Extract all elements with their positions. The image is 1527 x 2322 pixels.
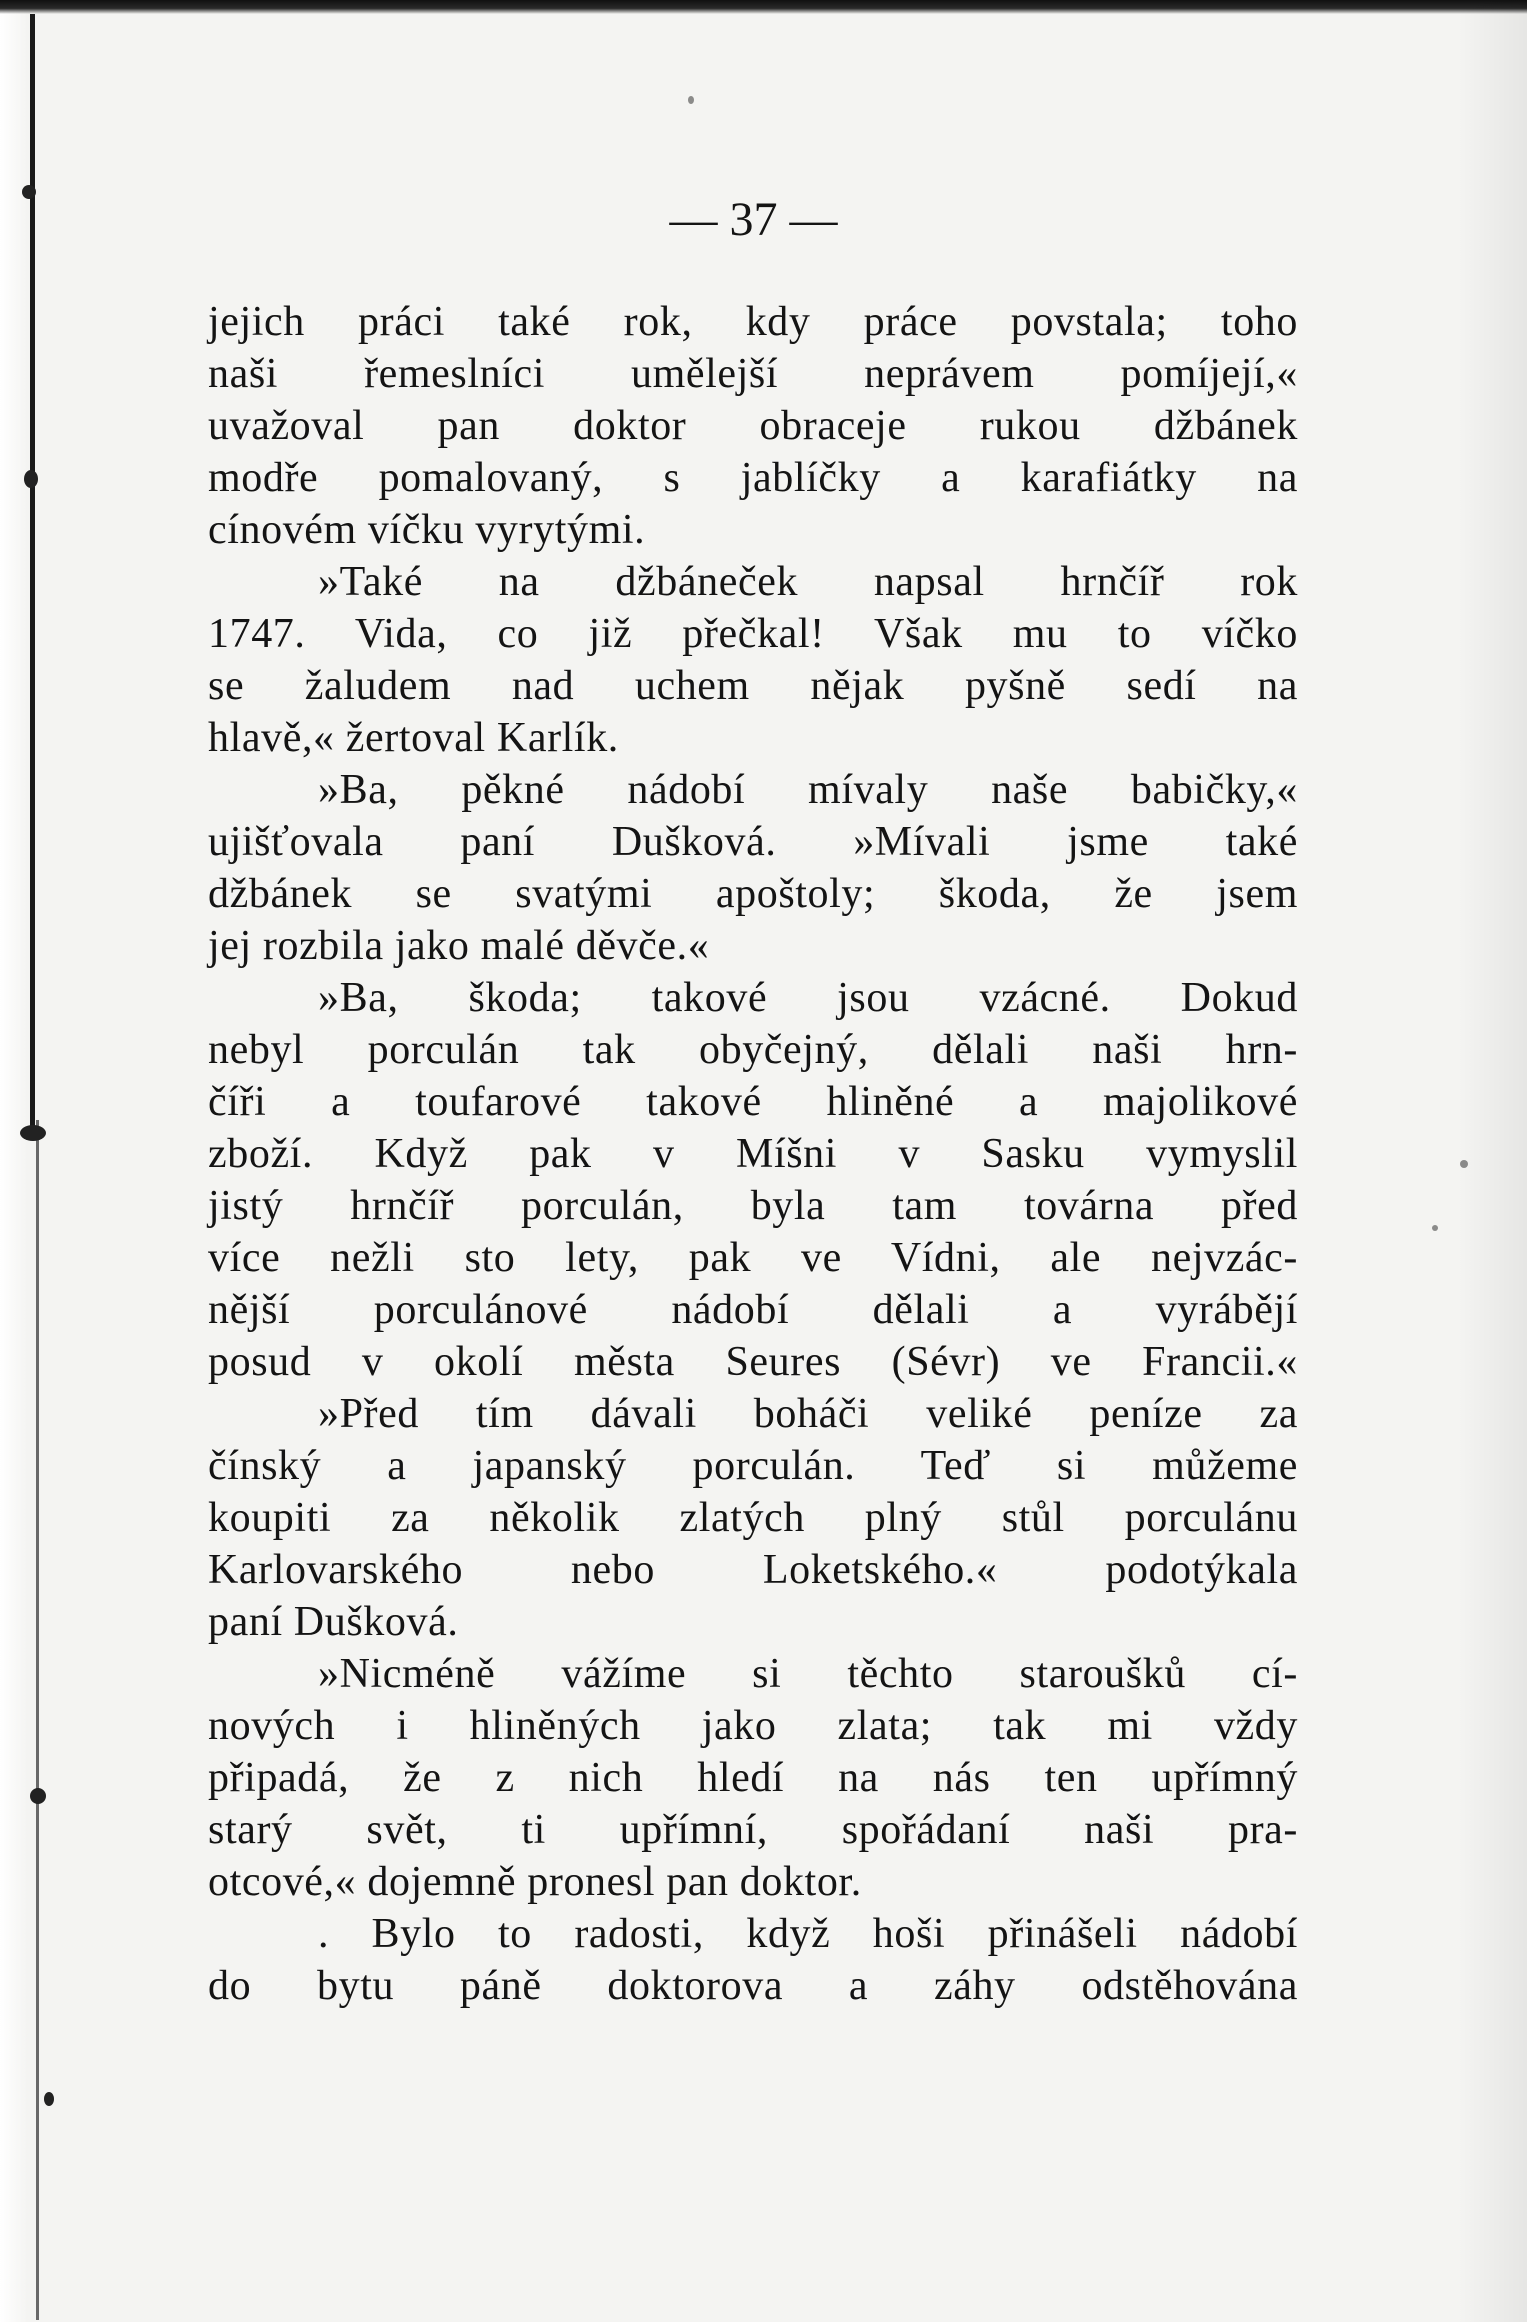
body-text	[208, 296, 1298, 2012]
ink-speck	[44, 2092, 54, 2106]
text-line: »Také na džbáneček napsal hrnčíř rok	[318, 559, 1298, 605]
text-line: otcové,« dojemně pronesl pan doktor.	[208, 1859, 862, 1905]
page-number: — 37 —	[669, 193, 838, 246]
text-line: připadá, že z nich hledí na nás ten upřímný	[208, 1755, 1298, 1801]
text-line: »Před tím dávali boháči veliké peníze za	[318, 1391, 1298, 1437]
text-line: 1747. Vida, co již přečkal! Však mu to víčko	[208, 611, 1298, 657]
text-line: posud v okolí města Seures (Sévr) ve Francii.«	[208, 1339, 1298, 1385]
text-line: ujišťovala paní Dušková. »Mívali jsme také	[208, 819, 1298, 865]
text-line: paní Dušková.	[208, 1599, 459, 1645]
ink-speck	[1432, 1225, 1438, 1231]
text-line: zboží. Když pak v Míšni v Sasku vymyslil	[208, 1131, 1298, 1177]
text-line: »Nicméně vážíme si těchto staroušků cí-	[318, 1651, 1298, 1697]
text-line: hlavě,« žertoval Karlík.	[208, 715, 619, 761]
ink-speck	[30, 1788, 46, 1804]
text-line: nových i hliněných jako zlata; tak mi vždy	[208, 1703, 1298, 1749]
text-line: koupiti za několik zlatých plný stůl porculánu	[208, 1495, 1298, 1541]
text-line: nější porculánové nádobí dělali a vyrábějí	[208, 1287, 1298, 1333]
text-line: nebyl porculán tak obyčejný, dělali naši hrn-	[208, 1027, 1298, 1073]
text-line: naši řemeslníci umělejší neprávem pomíjejí,«	[208, 351, 1298, 397]
ink-speck	[1460, 1160, 1468, 1168]
ink-speck	[20, 1125, 46, 1141]
text-line: Karlovarského nebo Loketského.« podotýkala	[208, 1547, 1298, 1593]
text-line: čínský a japanský porculán. Teď si můžeme	[208, 1443, 1298, 1489]
text-line: cínovém víčku vyrytými.	[208, 507, 646, 553]
page-shadow	[1457, 0, 1527, 2322]
text-line: »Ba, škoda; takové jsou vzácné. Dokud	[318, 975, 1298, 1021]
text-line: starý svět, ti upřímní, spořádaní naši pra-	[208, 1807, 1298, 1853]
text-line: džbánek se svatými apoštoly; škoda, že jsem	[208, 871, 1298, 917]
binding-edge	[30, 14, 35, 1134]
text-line: číři a toufarové takové hliněné a majolikové	[208, 1079, 1298, 1125]
text-line: »Ba, pěkné nádobí mívaly naše babičky,«	[318, 767, 1298, 813]
text-line: více nežli sto lety, pak ve Vídni, ale nejvzác-	[208, 1235, 1298, 1281]
binding-edge-lower	[36, 1120, 39, 2320]
text-line: jejich práci také rok, kdy práce povstala; toho	[208, 299, 1298, 345]
text-line: jistý hrnčíř porculán, byla tam továrna před	[208, 1183, 1298, 1229]
scan-edge-left	[0, 0, 28, 2322]
scan-edge-top	[0, 0, 1527, 14]
text-line: do bytu páně doktorova a záhy odstěhována	[208, 1963, 1298, 2009]
text-line: se žaludem nad uchem nějak pyšně sedí na	[208, 663, 1298, 709]
text-line: jej rozbila jako malé děvče.«	[208, 923, 710, 969]
text-line: modře pomalovaný, s jablíčky a karafiátky na	[208, 455, 1298, 501]
ink-speck	[24, 470, 38, 488]
ink-speck	[688, 96, 694, 104]
text-line: . Bylo to radosti, když hoši přinášeli nádobí	[318, 1911, 1298, 1957]
text-line: uvažoval pan doktor obraceje rukou džbánek	[208, 403, 1298, 449]
